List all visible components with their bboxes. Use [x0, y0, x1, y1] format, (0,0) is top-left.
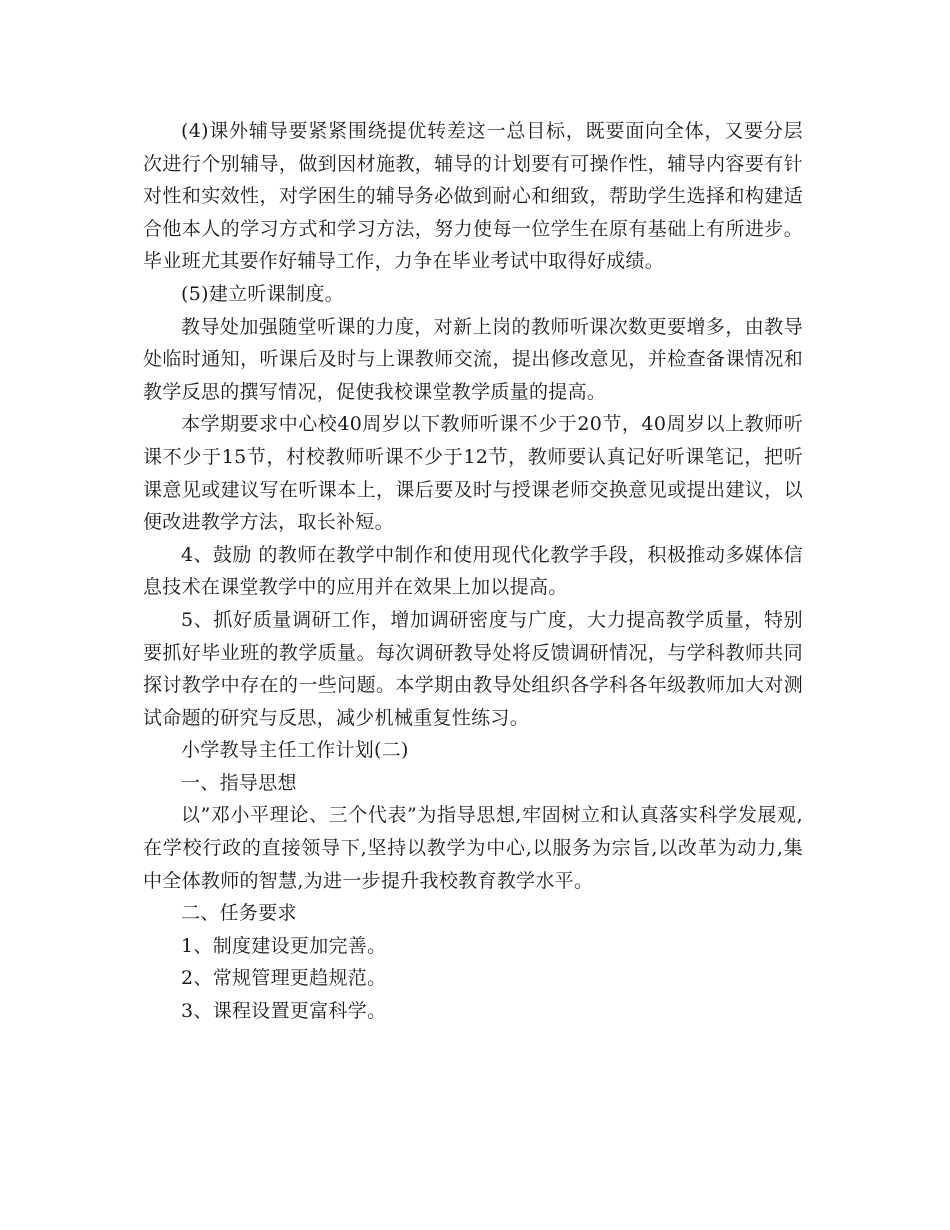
document-body: [143, 115, 803, 1028]
paragraph-lecture-system-heading: (5)建立听课制度。: [181, 282, 344, 305]
paragraph-lecture-requirements: 本学期要求中心校40周岁以下教师听课不少于20节，40周岁以上教师听课不少于15节，村校教师听课不少于12节，教师要认真记好听课笔记，把听课意见或建议写在听课本上，课后要及时与授课老师交换意见或提出建议，以便改进教学方法，取长补短。: [143, 413, 803, 534]
section-title-plan-two: 小学教导主任工作计划(二): [181, 739, 409, 762]
paragraph-lecture-observation: 教导处加强随堂听课的力度，对新上岗的教师听课次数更要增多，由教导处临时通知，听课后及时与上课教师交流，提出修改意见，并检查备课情况和教学反思的撰写情况，促使我校课堂教学质量的提高。: [143, 315, 803, 403]
list-item-system-building: 1、制度建设更加完善。: [181, 934, 387, 957]
list-item-curriculum: 3、课程设置更富科学。: [181, 1000, 387, 1023]
list-item-routine-management: 2、常规管理更趋规范。: [181, 967, 387, 990]
paragraph-quality-research: 5、抓好质量调研工作，增加调研密度与广度，大力提高教学质量，特别要抓好毕业班的教学质量。每次调研教导处将反馈调研情况，与学科教师共同探讨教学中存在的一些问题。本学期由教导处组织各学科各年级教师加大对测试命题的研究与反思，减少机械重复性练习。: [143, 608, 803, 729]
paragraph-multimedia: 4、鼓励 的教师在教学中制作和使用现代化教学手段，积极推动多媒体信息技术在课堂教学中的应用并在效果上加以提高。: [143, 543, 803, 599]
heading-task-requirements: 二、任务要求: [181, 902, 297, 925]
paragraph-tutoring: (4)课外辅导要紧紧围绕提优转差这一总目标，既要面向全体，又要分层次进行个别辅导，做到因材施教，辅导的计划要有可操作性，辅导内容要有针对性和实效性，对学困生的辅导务必做到耐心和细致，帮助学生选择和构建适合他本人的学习方式和学习方法，努力使每一位学生在原有基础上有所进步。毕业班尤其要作好辅导工作，力争在毕业考试中取得好成绩。: [143, 120, 803, 273]
heading-guiding-ideology: 一、指导思想: [181, 771, 297, 794]
paragraph-guiding-ideology: 以”邓小平理论、三个代表”为指导思想,牢固树立和认真落实科学发展观,在学校行政的直接领导下,坚持以教学为中心,以服务为宗旨,以改革为动力,集中全体教师的智慧,为进一步提升我校教育教学水平。: [143, 804, 803, 892]
